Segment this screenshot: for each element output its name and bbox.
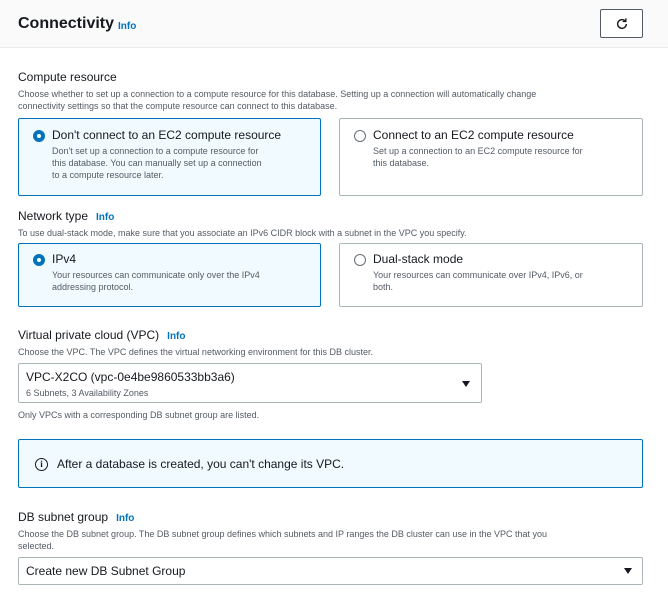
option-desc-line: this database. You can manually set up a connection — [52, 158, 262, 168]
alert-text: After a database is created, you can't change its VPC. — [57, 457, 345, 471]
option-desc-line: both. — [373, 282, 394, 292]
caret-down-icon — [462, 381, 470, 387]
option-desc-line: to a compute resource later. — [52, 170, 164, 180]
vpc-selected-value: VPC-X2CO (vpc-0e4be9860533bb3a6) — [26, 370, 235, 384]
refresh-button[interactable] — [600, 9, 643, 38]
compute-resource-label-text: Compute resource — [18, 70, 117, 84]
radio-dual-stack[interactable] — [354, 254, 366, 266]
db-subnet-group-select[interactable] — [18, 557, 643, 585]
db-subnet-group-description — [18, 528, 648, 552]
db-subnet-desc-line2: selected. — [18, 541, 55, 551]
option-title: Dual-stack mode — [373, 252, 464, 266]
connectivity-header — [0, 0, 668, 48]
db-subnet-desc-line1: Choose the DB subnet group. The DB subnet group defines which subnets and IP ranges the DB cluster can use in the VPC that you — [18, 529, 547, 539]
db-subnet-group-label-text: DB subnet group — [18, 510, 109, 524]
option-desc-line: Your resources can communicate only over the IPv4 — [52, 270, 260, 280]
radio-dont-connect-ec2[interactable] — [33, 130, 45, 142]
refresh-icon — [615, 17, 629, 31]
network-type-info-link[interactable]: Info — [96, 212, 115, 223]
radio-connect-ec2[interactable] — [354, 130, 366, 142]
header-info-link[interactable]: Info — [118, 21, 137, 32]
vpc-hint: Only VPCs with a corresponding DB subnet group are listed. — [18, 410, 260, 420]
vpc-label-text: Virtual private cloud (VPC) — [18, 328, 160, 342]
vpc-selected-subtext: 6 Subnets, 3 Availability Zones — [26, 388, 149, 398]
option-title: Don't connect to an EC2 compute resource — [52, 128, 282, 142]
db-subnet-group-label — [18, 510, 134, 524]
option-title: IPv4 — [52, 252, 77, 266]
network-type-label-text: Network type — [18, 209, 89, 223]
option-description — [52, 145, 262, 181]
vpc-info-link[interactable]: Info — [167, 331, 186, 342]
option-ipv4[interactable] — [18, 243, 321, 307]
vpc-select[interactable] — [18, 363, 482, 403]
option-description — [373, 145, 583, 169]
option-desc-line: Set up a connection to an EC2 compute resource for — [373, 146, 583, 156]
compute-resource-description — [18, 88, 648, 112]
option-desc-line: Your resources can communicate over IPv4, IPv6, or — [373, 270, 583, 280]
option-desc-line: addressing protocol. — [52, 282, 134, 292]
option-connect-ec2[interactable] — [339, 118, 643, 196]
option-dont-connect-ec2[interactable] — [18, 118, 321, 196]
compute-resource-desc-line1: Choose whether to set up a connection to a compute resource for this database. Setting up a connection will automatically change — [18, 89, 537, 99]
compute-resource-desc-line2: connectivity settings so that the compute resource can connect to this database. — [18, 101, 338, 111]
page-title: Connectivity — [18, 15, 115, 32]
option-title: Connect to an EC2 compute resource — [373, 128, 574, 142]
vpc-label — [18, 328, 186, 342]
option-dual-stack[interactable] — [339, 243, 643, 307]
option-desc-line: this database. — [373, 158, 430, 168]
network-type-description: To use dual-stack mode, make sure that you associate an IPv6 CIDR block with a subnet in the VPC you specify. — [18, 228, 467, 238]
option-desc-line: Don't set up a connection to a compute resource for — [52, 146, 259, 156]
option-description — [52, 269, 260, 293]
radio-ipv4[interactable] — [33, 254, 45, 266]
db-subnet-group-info-link[interactable]: Info — [116, 513, 135, 524]
compute-resource-label — [18, 70, 117, 84]
vpc-description: Choose the VPC. The VPC defines the virtual networking environment for this DB cluster. — [18, 347, 374, 357]
vpc-info-alert — [18, 439, 643, 488]
db-subnet-group-selected-value: Create new DB Subnet Group — [26, 564, 186, 578]
info-icon: i — [35, 458, 48, 471]
option-description — [373, 269, 583, 293]
network-type-label — [18, 209, 114, 223]
caret-down-icon — [624, 568, 632, 574]
